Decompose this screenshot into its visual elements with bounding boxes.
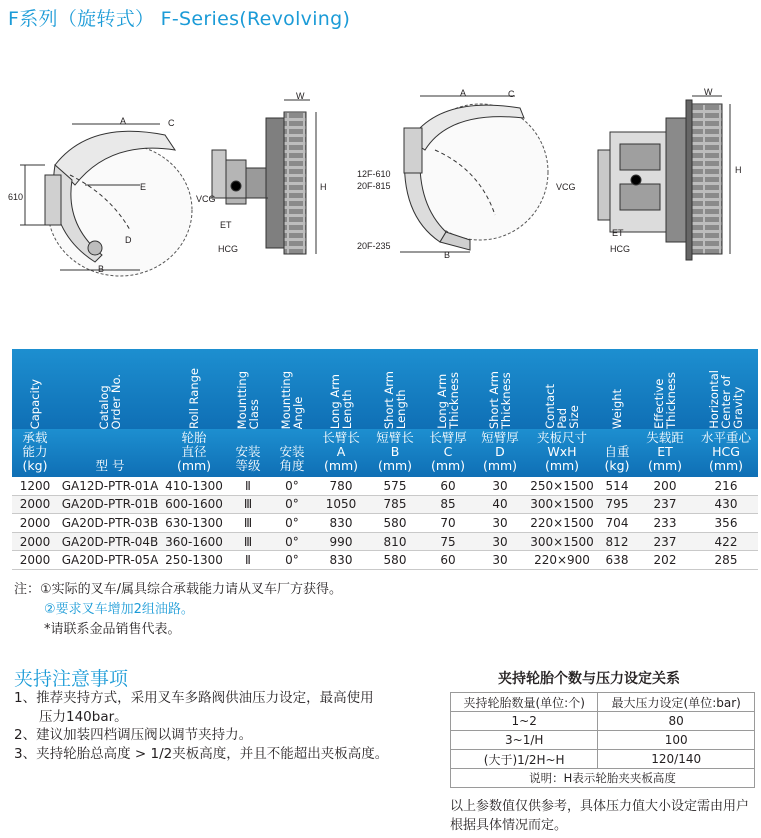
clamp-section-title: 夹持注意事项 xyxy=(14,668,129,690)
header-mount-class-cn: 安装 等级 xyxy=(235,444,261,473)
label-W: W xyxy=(296,91,305,101)
header-long-arm-thickness-cn: 长臂厚 C (mm) xyxy=(429,430,467,473)
notes xyxy=(14,580,342,640)
header-hcg-cn: 水平重心 HCG (mm) xyxy=(700,430,751,473)
header-short-arm-thickness-en: Short Arm Thickness xyxy=(487,370,513,429)
label-HCG: HCG xyxy=(218,244,238,254)
table-row: 1~2 80 xyxy=(451,712,755,731)
header-et-cn: 失载距 ET (mm) xyxy=(646,430,684,473)
header-capacity-cn: 承载 能力 (kg) xyxy=(22,430,48,473)
header-long-arm-length-en: Long Arm Length xyxy=(328,373,354,429)
pressure-note-row xyxy=(451,769,755,788)
pressure-disclaimer: 以上参数值仅供参考，具体压力值大小设定需由用户根据具体情况而定。 xyxy=(450,799,750,833)
label-610: 610 xyxy=(8,192,24,202)
table-row: 3~1/H 100 xyxy=(451,731,755,750)
left-front-view xyxy=(20,124,192,276)
label-ET-right: ET xyxy=(612,228,624,238)
header-catalog-cn: 型 号 xyxy=(95,458,125,473)
right-front-view xyxy=(400,96,548,252)
label-W-right: W xyxy=(704,87,713,97)
label-VCG-right: VCG xyxy=(556,182,576,192)
pressure-col2-header: 最大压力设定(单位:bar) xyxy=(598,693,755,712)
header-short-arm-length-en: Short Arm Length xyxy=(382,370,408,429)
label-E: E xyxy=(140,182,147,192)
label-A-right: A xyxy=(460,88,467,98)
label-B-right: B xyxy=(444,250,451,260)
label-A: A xyxy=(120,116,127,126)
label-C-right: C xyxy=(508,89,515,99)
table-row: 2000 GA20D-PTR-03B 630-1300 Ⅲ 0° 830 580 70 30 220×1500 704 233 356 xyxy=(12,514,758,533)
header-short-arm-thickness-cn: 短臂厚 D (mm) xyxy=(481,430,519,473)
pressure-note: 说明：H表示轮胎夹夹板高度 xyxy=(451,769,755,788)
header-short-arm-length-cn: 短臂长 B (mm) xyxy=(376,430,414,473)
label-H-right: H xyxy=(735,165,742,175)
header-long-arm-thickness-en: Long Arm Thickness xyxy=(435,372,461,429)
header-roll-range-cn: 轮胎 直径 (mm) xyxy=(176,430,212,473)
clamp-item-1: 1、推荐夹持方式，采用叉车多路阀供油压力设定，最高使用 xyxy=(14,690,374,706)
clamp-item-3: 3、夹持轮胎总高度 > 1/2夹板高度，并且不能超出夹板高度。 xyxy=(14,745,389,762)
header-mount-class-en: Mountting Class xyxy=(235,370,261,429)
label-H: H xyxy=(320,182,327,192)
header-mount-angle-cn: 安装 角度 xyxy=(279,444,305,473)
label-B: B xyxy=(98,264,105,274)
clamp-item-2: 2、建议加装四档调压阀以调节夹持力。 xyxy=(14,727,253,743)
pressure-table xyxy=(450,692,755,788)
table-row: 2000 GA20D-PTR-04B 360-1600 Ⅲ 0° 990 810 75 30 300×1500 812 237 422 xyxy=(12,532,758,551)
header-mount-angle-en: Mountting Angle xyxy=(279,370,305,429)
header-hcg-en: Horizontal Center of Gravity xyxy=(707,370,745,429)
label-20F-815: 20F-815 xyxy=(357,181,391,191)
header-pad-size-en: Contact Pad Size xyxy=(543,384,581,429)
table-row: 2000 GA20D-PTR-01B 600-1600 Ⅲ 0° 1050 785 85 40 300×1500 795 237 430 xyxy=(12,495,758,514)
pressure-header-row xyxy=(451,693,755,712)
label-ET: ET xyxy=(220,220,232,230)
header-weight-en: Weight xyxy=(610,388,624,429)
note-line-3: *请联系金品销售代表。 xyxy=(44,622,181,637)
label-D: D xyxy=(125,235,132,245)
spec-header-en xyxy=(12,349,758,429)
header-roll-range-en: Roll Range xyxy=(187,367,201,429)
header-long-arm-length-cn: 长臂长 A (mm) xyxy=(322,430,360,473)
header-et-en: Effective Thickness xyxy=(652,372,678,429)
table-row: 2000 GA20D-PTR-05A 250-1300 Ⅱ 0° 830 580 60 30 220×900 638 202 285 xyxy=(12,551,758,570)
clamp-list xyxy=(14,689,434,763)
note-line-1: 注：①实际的叉车/属具综合承载能力请从叉车厂方获得。 xyxy=(14,582,343,597)
label-20F-235: 20F-235 xyxy=(357,241,391,251)
label-C: C xyxy=(168,118,175,128)
spec-table xyxy=(12,349,758,570)
label-VCG: VCG xyxy=(196,194,216,204)
header-catalog-en: Catalog Order No. xyxy=(97,373,123,429)
table-row: (大于)1/2H~H 120/140 xyxy=(451,750,755,769)
header-weight-cn: 自重 (kg) xyxy=(604,444,630,473)
technical-drawing xyxy=(0,82,761,342)
pressure-table-title: 夹持轮胎个数与压力设定关系 xyxy=(498,671,680,687)
pressure-col1-header: 夹持轮胎数量(单位:个) xyxy=(451,693,598,712)
page-title: F系列（旋转式） F-Series(Revolving) xyxy=(8,8,351,30)
header-pad-size-cn: 夹板尺寸 WxH (mm) xyxy=(536,430,587,473)
label-HCG-right: HCG xyxy=(610,244,630,254)
label-12F-610: 12F-610 xyxy=(357,169,391,179)
header-capacity-en: Capacity xyxy=(28,378,42,429)
left-side-view xyxy=(210,100,316,254)
spec-header-cn xyxy=(12,429,758,477)
note-line-2: ②要求叉车增加2组油路。 xyxy=(44,602,194,617)
clamp-item-1-cont: 压力140bar。 xyxy=(39,708,128,725)
table-row: 1200 GA12D-PTR-01A 410-1300 Ⅱ 0° 780 575 60 30 250×1500 514 200 216 xyxy=(12,477,758,495)
